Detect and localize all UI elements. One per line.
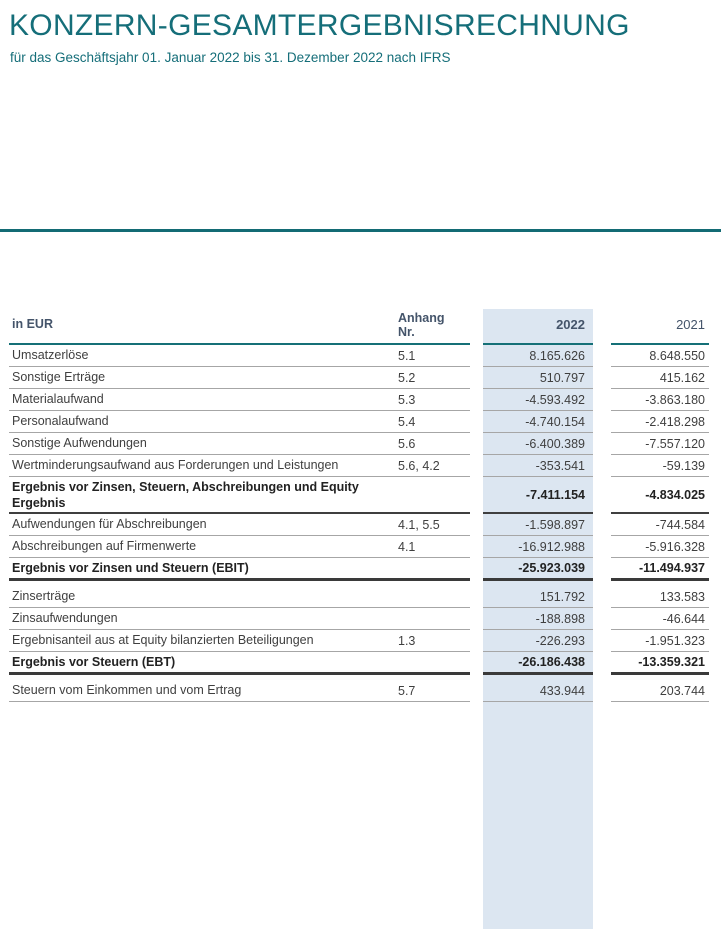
row-left (9, 477, 470, 514)
anhang-line1: Anhang (398, 310, 445, 325)
table-row (9, 630, 709, 652)
row-note-ref: 5.3 (398, 392, 416, 407)
row-note-ref: 5.2 (398, 370, 416, 385)
row-left (9, 586, 470, 608)
value-2021: 133.583 (611, 586, 709, 608)
row-label: Zinsaufwendungen (12, 611, 118, 625)
table-row (9, 455, 709, 477)
row-left (9, 680, 470, 702)
value-2021: -11.494.937 (611, 558, 709, 581)
row-left (9, 455, 470, 477)
value-2022: -1.598.897 (483, 514, 593, 536)
table-row (9, 558, 709, 581)
table-row (9, 586, 709, 608)
value-2021: -744.584 (611, 514, 709, 536)
row-left (9, 389, 470, 411)
value-2022: -4.740.154 (483, 411, 593, 433)
row-left (9, 630, 470, 652)
row-note-ref: 4.1 (398, 539, 416, 554)
value-2022: -6.400.389 (483, 433, 593, 455)
value-2021: 415.162 (611, 367, 709, 389)
row-note-ref: 4.1, 5.5 (398, 517, 440, 532)
value-2022: 8.165.626 (483, 345, 593, 367)
anhang-line2: Nr. (398, 324, 415, 339)
row-left (9, 558, 470, 581)
row-note-ref: 5.6 (398, 436, 416, 451)
value-2021: -59.139 (611, 455, 709, 477)
row-label: Umsatzerlöse (12, 348, 89, 362)
value-2021: -3.863.180 (611, 389, 709, 411)
value-2022: -25.923.039 (483, 558, 593, 581)
value-2022: -7.411.154 (483, 477, 593, 514)
table-row (9, 433, 709, 455)
row-left (9, 433, 470, 455)
unit-label: in EUR (12, 317, 53, 331)
value-2021: -2.418.298 (611, 411, 709, 433)
value-2021: -13.359.321 (611, 652, 709, 675)
table-row (9, 536, 709, 558)
value-2022: -188.898 (483, 608, 593, 630)
table-header-row (9, 306, 709, 345)
column-header-2022: 2022 (483, 306, 593, 345)
row-label: Personalaufwand (12, 414, 109, 428)
table-body (9, 345, 709, 702)
value-2021: -46.644 (611, 608, 709, 630)
table-row (9, 680, 709, 702)
row-label: Zinserträge (12, 589, 76, 603)
page-subtitle: für das Geschäftsjahr 01. Januar 2022 bis 31. Dezember 2022 nach IFRS (10, 50, 451, 65)
row-label: Materialaufwand (12, 392, 104, 406)
row-left (9, 536, 470, 558)
row-left (9, 652, 470, 675)
row-left (9, 367, 470, 389)
value-2021: -5.916.328 (611, 536, 709, 558)
value-2021: 8.648.550 (611, 345, 709, 367)
table-row (9, 514, 709, 536)
row-left (9, 608, 470, 630)
row-label: Ergebnisanteil aus at Equity bilanzierten Beteiligungen (12, 633, 314, 647)
row-left (9, 514, 470, 536)
row-note-ref: 5.7 (398, 683, 416, 698)
value-2022: -4.593.492 (483, 389, 593, 411)
table-row (9, 367, 709, 389)
value-2022: -226.293 (483, 630, 593, 652)
table-row (9, 345, 709, 367)
income-statement-table (9, 306, 709, 702)
value-2021: 203.744 (611, 680, 709, 702)
table-row (9, 652, 709, 675)
row-label: Steuern vom Einkommen und vom Ertrag (12, 683, 242, 697)
row-note-ref: 5.6, 4.2 (398, 458, 440, 473)
value-2021: -4.834.025 (611, 477, 709, 514)
row-label: Ergebnis vor Steuern (EBT) (12, 654, 176, 669)
row-label: Sonstige Aufwendungen (12, 436, 147, 450)
row-left (9, 345, 470, 367)
row-label: Abschreibungen auf Firmenwerte (12, 539, 197, 553)
row-label: Sonstige Erträge (12, 370, 106, 384)
value-2022: -16.912.988 (483, 536, 593, 558)
table-row (9, 411, 709, 433)
value-2021: -7.557.120 (611, 433, 709, 455)
value-2022: -353.541 (483, 455, 593, 477)
table-header-left (9, 306, 470, 345)
row-label: Ergebnis vor Zinsen, Steuern, Abschreibungen und Equity Ergebnis (12, 479, 359, 510)
table-row (9, 477, 709, 514)
table-row (9, 389, 709, 411)
row-label: Wertminderungsaufwand aus Forderungen und Leistungen (12, 458, 339, 472)
row-left (9, 411, 470, 433)
row-note-ref: 1.3 (398, 633, 416, 648)
section-divider (0, 229, 721, 232)
row-label: Aufwendungen für Abschreibungen (12, 517, 207, 531)
value-2022: 510.797 (483, 367, 593, 389)
page-title: KONZERN-GESAMTERGEBNISRECHNUNG (9, 9, 630, 42)
column-header-2021: 2021 (611, 306, 709, 345)
value-2022: 433.944 (483, 680, 593, 702)
column-header-anhang (398, 311, 470, 339)
row-note-ref: 5.1 (398, 348, 416, 363)
value-2022: 151.792 (483, 586, 593, 608)
row-label: Ergebnis vor Zinsen und Steuern (EBIT) (12, 560, 249, 575)
table-row (9, 608, 709, 630)
value-2021: -1.951.323 (611, 630, 709, 652)
row-note-ref: 5.4 (398, 414, 416, 429)
value-2022: -26.186.438 (483, 652, 593, 675)
